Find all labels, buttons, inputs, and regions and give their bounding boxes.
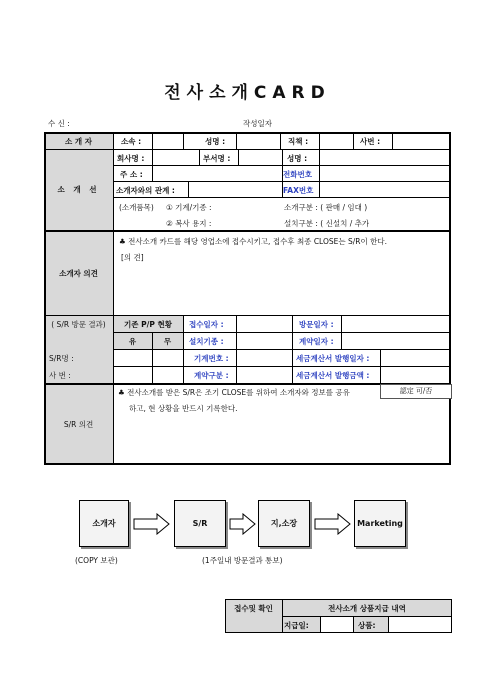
col-divider <box>353 132 354 149</box>
affiliation-label: 소속 : <box>121 137 142 146</box>
flow-step-marketing: Marketing <box>354 500 406 547</box>
machine-no-label: 기계번호 : <box>194 354 229 363</box>
items-label: (소개품목) <box>119 203 154 212</box>
row-divider <box>44 149 451 150</box>
row-divider <box>113 366 451 367</box>
approval-stamp: 認定 可/否 <box>380 384 452 399</box>
col-divider <box>280 132 281 149</box>
row-divider <box>113 332 451 333</box>
introducer-label: 소 개 자 <box>65 137 92 146</box>
col-divider <box>183 132 184 149</box>
flow-note-visit: (1주일내 방문결과 통보) <box>202 556 283 565</box>
col-divider <box>183 315 184 383</box>
confirm-label: 접수및 확인 <box>234 604 273 613</box>
install-model-label: 설치기종 : <box>189 337 224 346</box>
arrow-right-icon <box>133 513 171 535</box>
sr-opinion-notice: ♣ 전사소개를 받은 S/R은 조기 CLOSE를 위하여 소개자와 정보를 공유 <box>118 388 350 397</box>
relation-label: 소개자와의 관계 : <box>116 186 175 195</box>
col-divider <box>388 616 389 633</box>
col-divider <box>238 149 239 165</box>
product-label: 상품: <box>358 621 376 630</box>
col-divider <box>282 149 283 165</box>
col-divider <box>380 349 381 383</box>
opinion-sub: [의 견] <box>121 253 144 262</box>
col-divider <box>236 315 237 383</box>
department-label: 부서명 : <box>203 154 231 163</box>
sr-opinion-label: S/R 의견 <box>63 420 94 429</box>
col-divider <box>152 132 153 149</box>
existing-pp-label: 기존 P/P 현황 <box>124 320 172 329</box>
none-label: 무 <box>163 337 172 346</box>
arrow-right-icon <box>314 513 352 535</box>
page-title: 전사소개CARD <box>164 83 331 103</box>
payment-title: 전사소개 상품지급 내역 <box>328 604 406 613</box>
fax-label: FAX번호 <box>283 186 314 195</box>
invoice-date-label: 세금계산서 발행일자 : <box>296 354 370 363</box>
row-divider <box>113 349 451 350</box>
row-divider <box>282 616 452 617</box>
sr-name-label: S/R명 : <box>49 354 74 363</box>
row-divider <box>44 230 451 232</box>
col-divider <box>152 149 153 165</box>
has-label: 유 <box>128 337 137 346</box>
flow-note-copy: (COPY 보관) <box>75 556 118 565</box>
col-divider <box>319 165 320 197</box>
contract-type-label: 계약구분 : <box>194 371 229 380</box>
col-divider <box>113 132 114 465</box>
col-divider <box>292 315 293 383</box>
col-divider <box>188 181 189 197</box>
row-divider <box>113 197 451 198</box>
col-divider <box>392 132 393 149</box>
phone-label: 전화번호 <box>283 170 312 179</box>
col-divider <box>319 149 320 165</box>
flow-step-introducer: 소개자 <box>79 500 129 547</box>
introduced-label: 소 개 선 <box>57 185 100 194</box>
row-divider <box>44 315 451 316</box>
sr-opinion-notice-2: 하고, 현 상황을 반드시 기록한다. <box>129 404 238 413</box>
position-label: 직책 : <box>288 137 309 146</box>
opinion-label: 소개자 의견 <box>59 269 98 278</box>
recipient-label: 수 신 : <box>48 119 70 128</box>
opinion-notice: ♣ 전사소개 카드를 해당 영업소에 접수시키고, 접수후 최종 CLOSE는 S/R이 한다. <box>119 237 387 246</box>
sr-result-label: ( S/R 방문 결과) <box>51 320 106 329</box>
col-divider <box>319 132 320 149</box>
item-machine: ① 기계/기종 : <box>166 203 212 212</box>
item-paper: ② 복사 용지 : <box>166 219 212 228</box>
col-divider <box>199 149 200 165</box>
received-date-label: 접수일자 : <box>189 320 224 329</box>
col-divider <box>341 315 342 349</box>
contact-name-label: 성명 : <box>287 154 308 163</box>
arrow-right-icon <box>229 513 256 535</box>
contract-date-label: 계약일자 : <box>299 337 334 346</box>
company-label: 회사명 : <box>117 154 145 163</box>
invoice-amount-label: 세금계산서 발행금액 : <box>296 371 370 380</box>
col-divider <box>152 165 153 181</box>
col-divider <box>353 616 354 633</box>
category-label: 소개구분 : ( 판매 / 임대 ) <box>284 203 368 212</box>
visit-date-label: 방문일자 : <box>299 320 334 329</box>
flow-step-branch-manager: 지,소장 <box>258 500 310 547</box>
install-type-label: 설치구분 : ( 신설치 / 추가 <box>284 219 370 228</box>
intro-name-label: 성명 : <box>205 137 226 146</box>
col-divider <box>320 616 321 633</box>
address-label: 주 소 : <box>120 170 143 179</box>
col-divider <box>236 132 237 149</box>
date-label: 작성일자 <box>243 119 272 128</box>
sr-emp-no-label: 사 번 : <box>49 371 71 380</box>
pay-date-label: 지급일: <box>284 621 309 630</box>
emp-no-label: 사번 : <box>360 137 381 146</box>
flow-step-sr: S/R <box>174 500 226 547</box>
